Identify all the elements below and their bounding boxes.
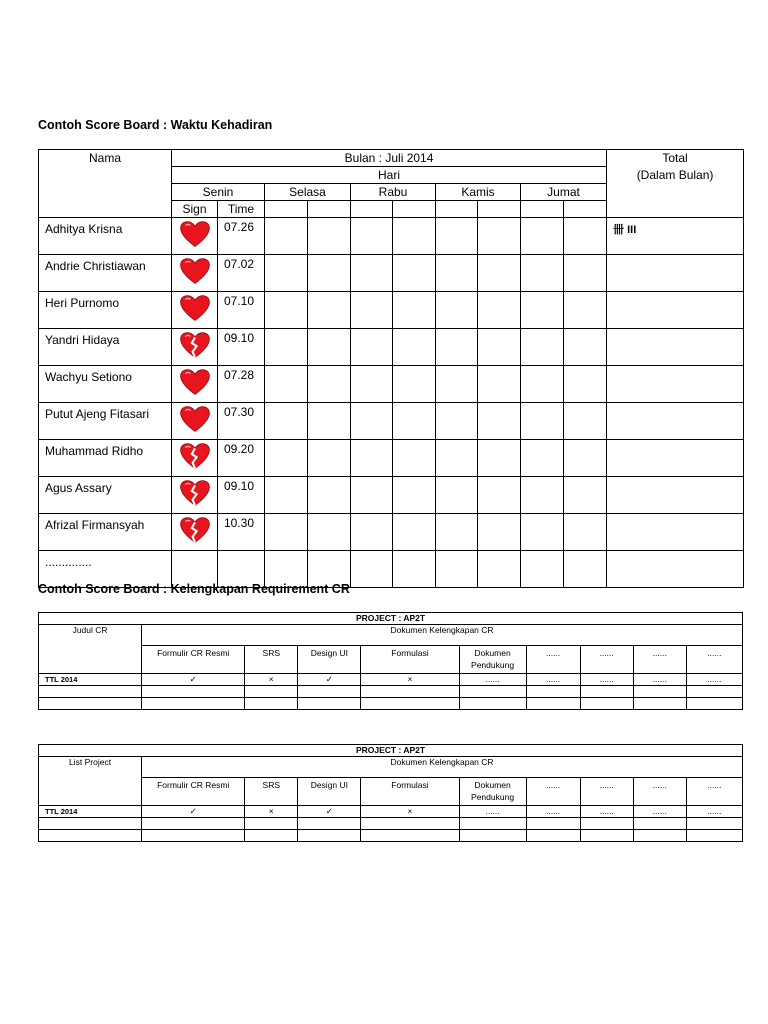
broken-heart-icon <box>178 331 212 359</box>
total-tally <box>607 366 744 403</box>
empty-row <box>39 686 743 698</box>
document-column-header: Formulasi <box>361 778 459 806</box>
status-cell: ✓ <box>142 674 245 686</box>
status-cell: ...... <box>459 806 526 818</box>
day-cell <box>351 366 393 403</box>
employee-name: Putut Ajeng Fitasari <box>39 403 172 440</box>
day-cell <box>521 366 564 403</box>
requirement-row <box>39 806 743 818</box>
status-cell: × <box>245 674 298 686</box>
attendance-row <box>39 514 744 551</box>
sign-cell <box>172 218 218 255</box>
document-column-header: ...... <box>526 646 580 674</box>
empty-cell <box>580 698 633 710</box>
arrival-time: 07.30 <box>218 403 265 440</box>
empty-cell <box>245 818 298 830</box>
document-column-header: SRS <box>245 778 298 806</box>
day-cell <box>351 403 393 440</box>
sign-cell <box>172 255 218 292</box>
total-tally: 卌 III <box>607 218 744 255</box>
document-column-header: ...... <box>580 778 633 806</box>
heart-icon <box>178 257 212 285</box>
employee-name: Adhitya Krisna <box>39 218 172 255</box>
heart-icon <box>178 220 212 248</box>
day-cell <box>564 292 607 329</box>
requirement-row <box>39 674 743 686</box>
day-cell <box>308 292 351 329</box>
day-cell <box>265 329 308 366</box>
heart-icon <box>178 368 212 396</box>
day-cell <box>521 218 564 255</box>
empty-cell <box>142 686 245 698</box>
empty-cell <box>686 830 742 842</box>
day-cell <box>265 218 308 255</box>
empty-cell <box>298 818 361 830</box>
empty-cell <box>142 698 245 710</box>
document-column-header: Design UI <box>298 646 361 674</box>
day-cell <box>564 255 607 292</box>
empty-cell <box>633 818 686 830</box>
employee-name: Wachyu Setiono <box>39 366 172 403</box>
sign-cell <box>172 329 218 366</box>
status-cell: ...... <box>580 674 633 686</box>
day-cell <box>478 514 521 551</box>
day-cell <box>393 551 436 588</box>
day-cell <box>564 218 607 255</box>
empty-subheader <box>393 201 436 218</box>
hari-header: Hari <box>172 167 607 184</box>
empty-cell <box>459 686 526 698</box>
day-cell <box>564 403 607 440</box>
empty-cell <box>361 830 459 842</box>
day-cell <box>436 329 478 366</box>
status-cell: × <box>361 806 459 818</box>
status-cell: ...... <box>633 674 686 686</box>
empty-cell <box>245 698 298 710</box>
arrival-time: 07.02 <box>218 255 265 292</box>
empty-cell <box>526 686 580 698</box>
employee-name: Andrie Christiawan <box>39 255 172 292</box>
empty-cell <box>580 818 633 830</box>
document-column-header: ...... <box>580 646 633 674</box>
day-cell <box>265 440 308 477</box>
arrival-time: 07.10 <box>218 292 265 329</box>
bulan-header: Bulan : Juli 2014 <box>172 150 607 167</box>
day-cell <box>478 255 521 292</box>
empty-cell <box>459 698 526 710</box>
sign-subheader: Sign <box>172 201 218 218</box>
empty-cell <box>361 818 459 830</box>
requirement-table-1 <box>38 612 743 710</box>
arrival-time: 07.28 <box>218 366 265 403</box>
day-cell <box>436 366 478 403</box>
day-cell <box>393 403 436 440</box>
arrival-time: 09.10 <box>218 329 265 366</box>
row-label-header: Judul CR <box>39 625 142 674</box>
arrival-time: 10.30 <box>218 514 265 551</box>
arrival-time: 09.20 <box>218 440 265 477</box>
day-cell <box>351 218 393 255</box>
day-cell <box>436 514 478 551</box>
day-cell <box>393 255 436 292</box>
attendance-row <box>39 440 744 477</box>
empty-subheader <box>436 201 478 218</box>
heart-icon <box>178 405 212 433</box>
day-cell <box>478 329 521 366</box>
day-cell <box>265 477 308 514</box>
day-cell <box>351 551 393 588</box>
project-header: PROJECT : AP2T <box>39 745 743 757</box>
total-tally <box>607 440 744 477</box>
empty-cell <box>245 830 298 842</box>
total-tally <box>607 292 744 329</box>
status-cell: ...... <box>526 806 580 818</box>
row-label-header: List Project <box>39 757 142 806</box>
attendance-row <box>39 477 744 514</box>
time-subheader: Time <box>218 201 265 218</box>
day-cell <box>308 329 351 366</box>
day-cell <box>308 477 351 514</box>
day-cell <box>393 440 436 477</box>
day-cell <box>564 551 607 588</box>
requirement-section-title: Contoh Score Board : Kelengkapan Requirement CR <box>38 582 350 596</box>
day-cell <box>436 551 478 588</box>
empty-cell <box>633 830 686 842</box>
attendance-row <box>39 255 744 292</box>
day-cell <box>436 292 478 329</box>
empty-cell <box>39 686 142 698</box>
day-header-rabu: Rabu <box>351 184 436 201</box>
attendance-row <box>39 366 744 403</box>
attendance-row <box>39 329 744 366</box>
day-cell <box>393 366 436 403</box>
document-column-header: ...... <box>633 778 686 806</box>
arrival-time: 09.10 <box>218 477 265 514</box>
document-column-header: Design UI <box>298 778 361 806</box>
empty-cell <box>39 830 142 842</box>
total-tally <box>607 329 744 366</box>
day-cell <box>393 477 436 514</box>
document-column-header: Dokumen Pendukung <box>459 646 526 674</box>
total-tally <box>607 403 744 440</box>
total-tally <box>607 255 744 292</box>
day-cell <box>393 218 436 255</box>
status-cell: ✓ <box>298 674 361 686</box>
status-cell: ...... <box>686 674 742 686</box>
empty-subheader <box>521 201 564 218</box>
day-cell <box>265 255 308 292</box>
day-cell <box>521 477 564 514</box>
empty-cell <box>142 818 245 830</box>
empty-cell <box>633 698 686 710</box>
empty-cell <box>245 686 298 698</box>
day-cell <box>478 218 521 255</box>
status-cell: ✓ <box>142 806 245 818</box>
attendance-section-title: Contoh Score Board : Waktu Kehadiran <box>38 118 273 132</box>
empty-subheader <box>308 201 351 218</box>
empty-cell <box>361 686 459 698</box>
day-cell <box>351 477 393 514</box>
attendance-row <box>39 292 744 329</box>
sign-cell <box>172 403 218 440</box>
day-cell <box>436 477 478 514</box>
status-cell: ...... <box>526 674 580 686</box>
day-cell <box>308 255 351 292</box>
total-tally <box>607 477 744 514</box>
empty-cell <box>298 830 361 842</box>
day-cell <box>393 292 436 329</box>
day-cell <box>351 440 393 477</box>
day-cell <box>564 440 607 477</box>
status-cell: ...... <box>686 806 742 818</box>
empty-row <box>39 830 743 842</box>
total-sublabel: (Dalam Bulan) <box>636 168 714 182</box>
sign-cell <box>172 292 218 329</box>
day-cell <box>564 329 607 366</box>
day-cell <box>564 514 607 551</box>
day-cell <box>265 514 308 551</box>
employee-name: Muhammad Ridho <box>39 440 172 477</box>
empty-cell <box>526 698 580 710</box>
day-cell <box>521 551 564 588</box>
document-column-header: SRS <box>245 646 298 674</box>
empty-cell <box>526 830 580 842</box>
empty-cell <box>686 686 742 698</box>
empty-cell <box>459 830 526 842</box>
day-cell <box>393 514 436 551</box>
empty-subheader <box>478 201 521 218</box>
group-header: Dokumen Kelengkapan CR <box>142 625 743 646</box>
employee-name: Yandri Hidaya <box>39 329 172 366</box>
status-cell: × <box>245 806 298 818</box>
day-cell <box>308 440 351 477</box>
day-cell <box>308 218 351 255</box>
empty-subheader <box>564 201 607 218</box>
day-cell <box>478 440 521 477</box>
day-cell <box>265 292 308 329</box>
day-header-kamis: Kamis <box>436 184 521 201</box>
day-cell <box>478 403 521 440</box>
status-cell: ...... <box>580 806 633 818</box>
day-cell <box>564 477 607 514</box>
empty-cell <box>526 818 580 830</box>
day-cell <box>436 440 478 477</box>
attendance-row <box>39 403 744 440</box>
day-cell <box>265 403 308 440</box>
day-cell <box>521 514 564 551</box>
day-cell <box>521 403 564 440</box>
empty-subheader <box>351 201 393 218</box>
sign-cell <box>172 440 218 477</box>
document-column-header: Formulasi <box>361 646 459 674</box>
day-cell <box>393 329 436 366</box>
day-cell <box>521 440 564 477</box>
day-cell <box>564 366 607 403</box>
day-cell <box>436 403 478 440</box>
empty-cell <box>298 686 361 698</box>
total-header <box>607 150 744 218</box>
total-label: Total <box>662 151 688 165</box>
day-header-senin: Senin <box>172 184 265 201</box>
project-header: PROJECT : AP2T <box>39 613 743 625</box>
day-cell <box>308 366 351 403</box>
day-cell <box>436 255 478 292</box>
sign-cell <box>172 514 218 551</box>
arrival-time: 07.26 <box>218 218 265 255</box>
broken-heart-icon <box>178 479 212 507</box>
document-column-header: ...... <box>686 778 742 806</box>
empty-cell <box>633 686 686 698</box>
day-cell <box>265 366 308 403</box>
document-column-header: ...... <box>686 646 742 674</box>
day-cell <box>521 292 564 329</box>
status-cell: × <box>361 674 459 686</box>
empty-cell <box>580 686 633 698</box>
empty-cell <box>580 830 633 842</box>
employee-name: Heri Purnomo <box>39 292 172 329</box>
document-column-header: Formulir CR Resmi <box>142 778 245 806</box>
requirement-table-2 <box>38 744 743 842</box>
empty-cell <box>361 698 459 710</box>
attendance-row <box>39 218 744 255</box>
empty-cell <box>142 830 245 842</box>
heart-icon <box>178 294 212 322</box>
day-cell <box>308 514 351 551</box>
status-cell: ...... <box>459 674 526 686</box>
day-cell <box>436 218 478 255</box>
day-cell <box>351 255 393 292</box>
empty-cell <box>686 698 742 710</box>
empty-cell <box>298 698 361 710</box>
document-column-header: Dokumen Pendukung <box>459 778 526 806</box>
document-column-header: ...... <box>526 778 580 806</box>
empty-row <box>39 818 743 830</box>
day-cell <box>521 329 564 366</box>
day-cell <box>308 403 351 440</box>
total-tally <box>607 514 744 551</box>
day-cell <box>521 255 564 292</box>
status-cell: ...... <box>633 806 686 818</box>
employee-name: Agus Assary <box>39 477 172 514</box>
status-cell: ✓ <box>298 806 361 818</box>
empty-row <box>39 698 743 710</box>
day-cell <box>478 551 521 588</box>
group-header: Dokumen Kelengkapan CR <box>142 757 743 778</box>
day-cell <box>478 366 521 403</box>
sign-cell <box>172 366 218 403</box>
day-header-selasa: Selasa <box>265 184 351 201</box>
total-tally <box>607 551 744 588</box>
sign-cell <box>172 477 218 514</box>
employee-name: .............. <box>39 551 172 588</box>
requirement-row-label: TTL 2014 <box>39 674 142 686</box>
broken-heart-icon <box>178 516 212 544</box>
day-cell <box>351 292 393 329</box>
broken-heart-icon <box>178 442 212 470</box>
day-cell <box>478 477 521 514</box>
employee-name: Afrizal Firmansyah <box>39 514 172 551</box>
day-header-jumat: Jumat <box>521 184 607 201</box>
empty-cell <box>39 818 142 830</box>
day-cell <box>478 292 521 329</box>
empty-cell <box>686 818 742 830</box>
empty-cell <box>459 818 526 830</box>
empty-cell <box>39 698 142 710</box>
day-cell <box>351 514 393 551</box>
day-cell <box>351 329 393 366</box>
requirement-row-label: TTL 2014 <box>39 806 142 818</box>
attendance-scoreboard-table <box>38 149 744 588</box>
document-column-header: Formulir CR Resmi <box>142 646 245 674</box>
empty-subheader <box>265 201 308 218</box>
nama-header: Nama <box>39 150 172 218</box>
document-column-header: ...... <box>633 646 686 674</box>
